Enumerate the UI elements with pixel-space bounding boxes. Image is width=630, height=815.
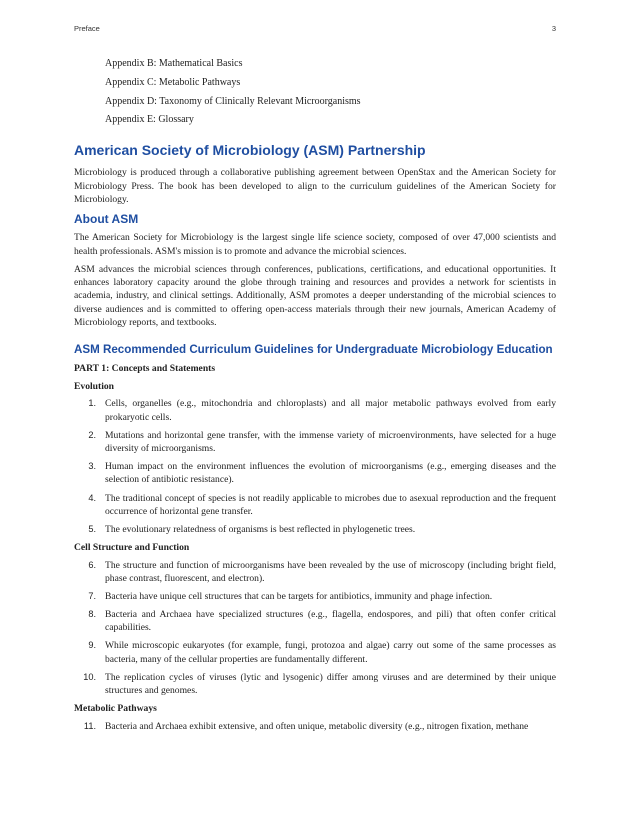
- about-asm-heading: About ASM: [74, 212, 139, 227]
- item-text: Human impact on the environment influences the evolution of microorganisms (e.g., emerging diseases and the selection of antibiotic resistance).: [105, 461, 556, 486]
- page-number: 3: [551, 24, 556, 33]
- item-number: 6.: [88, 559, 96, 570]
- asm-partnership-paragraph: Microbiology is produced through a collaborative publishing agreement between OpenStax and the American Society for Microbiology Press. The book has been developed to align to the curriculum guidelines of the American Society for Microbiology.: [74, 167, 556, 205]
- item-text: Bacteria have unique cell structures that can be targets for antibiotics, immunity and phage infection.: [105, 590, 493, 602]
- item-number: 9.: [88, 640, 96, 651]
- item-number: 5.: [88, 523, 96, 534]
- item-number: 2.: [88, 429, 96, 440]
- list-item: [74, 720, 556, 733]
- item-text: The structure and function of microorganisms have been revealed by the use of microscopy (including bright field, phase contrast, fluorescent, and electron).: [105, 559, 556, 584]
- item-number: 3.: [88, 461, 96, 472]
- list-item: [74, 397, 556, 424]
- list-item: [74, 671, 556, 698]
- list-item: [74, 523, 556, 536]
- metabolic-pathways-list: [74, 720, 556, 733]
- about-asm-paragraph: The American Society for Microbiology is the largest single life science society, composed of over 47,000 scientists and health professionals. ASM's mission is to promote and advance the microbial sciences.: [74, 232, 556, 257]
- page-content: [74, 58, 556, 738]
- list-item: [74, 608, 556, 635]
- item-text: Mutations and horizontal gene transfer, with the immense variety of microenvironments, have selected for a huge diversity of microorganisms.: [105, 429, 556, 455]
- item-number: 4.: [88, 492, 96, 503]
- item-number: 10.: [83, 671, 96, 682]
- appendix-list: [74, 58, 556, 126]
- appendix-item: Appendix B: Mathematical Basics: [105, 58, 243, 69]
- item-number: 1.: [88, 398, 96, 409]
- list-item: [74, 460, 556, 487]
- cell-structure-list: [74, 559, 556, 698]
- item-number: 7.: [88, 590, 96, 601]
- appendix-item: Appendix D: Taxonomy of Clinically Relevant Microorganisms: [105, 95, 361, 107]
- list-item: [74, 429, 556, 456]
- item-text: The replication cycles of viruses (lytic and lysogenic) differ among viruses and are determined by their unique structures and genomes.: [105, 671, 556, 697]
- list-item: [74, 492, 556, 519]
- running-head-section: Preface: [74, 24, 100, 33]
- item-text: The traditional concept of species is not readily applicable to microbes due to asexual reproduction and the frequent occurrence of horizontal gene transfer.: [105, 492, 556, 517]
- list-item: [74, 639, 556, 666]
- list-item: [74, 559, 556, 586]
- item-text: The evolutionary relatedness of organisms is best reflected in phylogenetic trees.: [105, 523, 416, 535]
- appendix-item: Appendix C: Metabolic Pathways: [105, 76, 241, 88]
- curriculum-heading: ASM Recommended Curriculum Guidelines for Undergraduate Microbiology Education: [74, 343, 553, 357]
- appendix-item: Appendix E: Glossary: [105, 114, 194, 126]
- item-text: While microscopic eukaryotes (for example, fungi, protozoa and algae) carry out some of the same processes as bacteria, many of the cellular properties are fundamentally different.: [105, 640, 556, 665]
- item-number: 8.: [88, 609, 96, 619]
- list-item: [74, 590, 556, 603]
- item-text: Cells, organelles (e.g., mitochondria and chloroplasts) and all major metabolic pathways evolved from early prokaryotic cells.: [105, 398, 556, 423]
- about-asm-paragraph: ASM advances the microbial sciences through conferences, publications, certifications, and educational opportunities. It enhances laboratory capacity around the globe through training and resources and provides a network for scientists in academia, industry, and clinical settings. Additionally, ASM promotes a deeper understanding of the microbial sciences to diverse audiences and is committed to offering open-access materials through their new journals, American Academy of Microbiology reports, and textbooks.: [74, 263, 556, 329]
- item-number: 11.: [83, 720, 96, 731]
- item-text: Bacteria and Archaea have specialized structures (e.g., flagella, endospores, and pili) that often confer critical capabilities.: [105, 609, 556, 634]
- group-title-metabolic-pathways: Metabolic Pathways: [74, 703, 157, 715]
- group-title-cell-structure: Cell Structure and Function: [74, 542, 190, 554]
- group-title-evolution: Evolution: [74, 380, 114, 392]
- part-label: PART 1: Concepts and Statements: [74, 363, 216, 375]
- evolution-list: [74, 397, 556, 536]
- asm-partnership-heading: American Society of Microbiology (ASM) Partnership: [74, 142, 426, 159]
- item-text: Bacteria and Archaea exhibit extensive, and often unique, metabolic diversity (e.g., nitrogen fixation, methane: [105, 720, 529, 732]
